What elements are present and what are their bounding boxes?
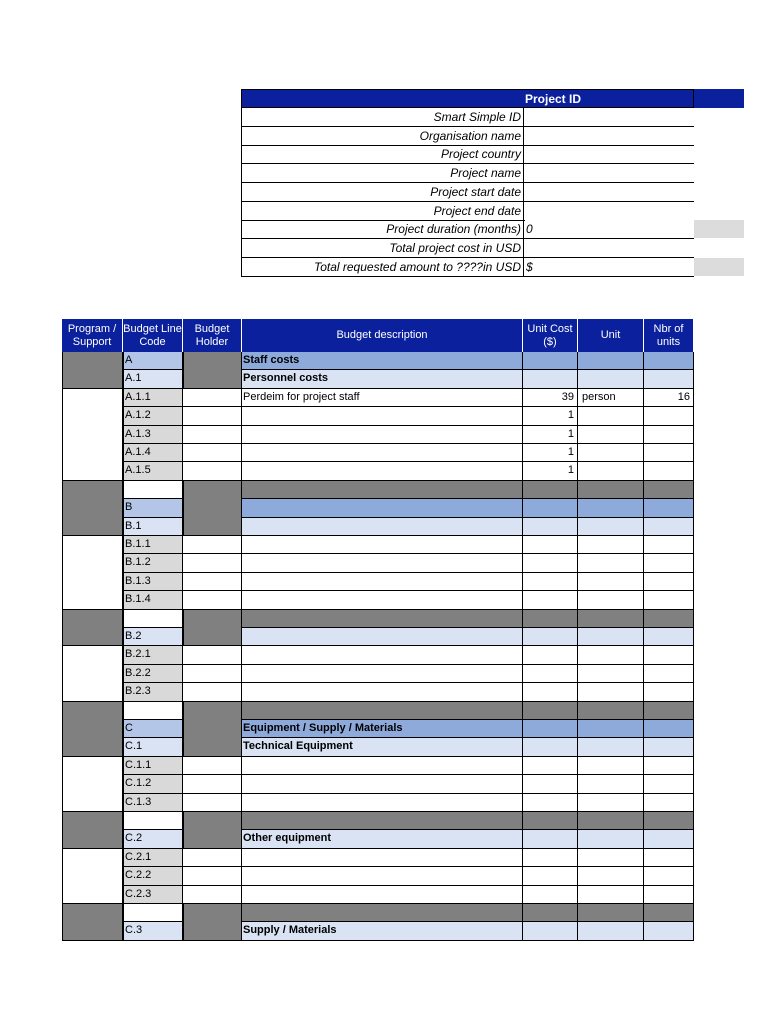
description-cell[interactable] xyxy=(242,573,523,591)
line-code-cell[interactable]: B.2.1 xyxy=(123,646,183,664)
nbr-units-cell[interactable] xyxy=(644,738,694,756)
description-cell[interactable] xyxy=(242,499,523,517)
line-code-cell[interactable]: C.1.1 xyxy=(123,757,183,775)
line-code-cell[interactable] xyxy=(123,481,183,499)
line-code-cell[interactable]: A.1.3 xyxy=(123,426,183,444)
unit-cost-cell[interactable] xyxy=(523,849,578,867)
unit-cell[interactable] xyxy=(578,665,644,683)
nbr-units-cell[interactable] xyxy=(644,665,694,683)
unit-cost-cell[interactable] xyxy=(523,794,578,812)
description-cell[interactable] xyxy=(242,628,523,646)
program-merged-cell[interactable] xyxy=(62,849,123,904)
budget-row xyxy=(62,830,694,848)
unit-cell[interactable] xyxy=(578,518,644,536)
project-id-header xyxy=(241,89,694,108)
budget-row xyxy=(62,665,694,683)
program-merged-cell[interactable] xyxy=(62,702,123,757)
unit-cost-cell[interactable]: 1 xyxy=(523,444,578,462)
unit-cost-cell[interactable] xyxy=(523,665,578,683)
project-info-value[interactable] xyxy=(525,202,695,220)
line-code-cell[interactable]: C.2 xyxy=(123,830,183,848)
budget-row xyxy=(62,591,694,609)
description-cell[interactable] xyxy=(242,665,523,683)
line-code-cell[interactable]: C.3 xyxy=(123,922,183,940)
holder-cell[interactable] xyxy=(183,849,242,867)
budget-row xyxy=(62,849,694,867)
grey-fill-extension xyxy=(694,220,744,238)
description-cell[interactable]: Supply / Materials xyxy=(242,922,523,940)
project-info-label: Project name xyxy=(241,164,524,182)
line-code-cell[interactable]: A.1 xyxy=(123,370,183,388)
line-code-cell[interactable]: B.2 xyxy=(123,628,183,646)
project-info-value[interactable] xyxy=(525,127,695,145)
nbr-units-cell[interactable] xyxy=(644,720,694,738)
holder-cell[interactable] xyxy=(183,573,242,591)
unit-cell[interactable] xyxy=(578,830,644,848)
description-cell[interactable] xyxy=(242,683,523,701)
budget-row xyxy=(62,720,694,738)
unit-cost-cell[interactable] xyxy=(523,646,578,664)
nbr-units-cell[interactable] xyxy=(644,573,694,591)
nbr-units-cell[interactable] xyxy=(644,407,694,425)
project-info-value[interactable] xyxy=(525,239,695,257)
header-budget-line-code: Budget Line Code xyxy=(123,319,183,352)
unit-cost-cell[interactable]: 1 xyxy=(523,426,578,444)
description-cell[interactable] xyxy=(242,536,523,554)
project-info-row xyxy=(241,202,694,221)
unit-cell[interactable] xyxy=(578,757,644,775)
line-code-cell[interactable]: B.1.1 xyxy=(123,536,183,554)
unit-cell[interactable] xyxy=(578,426,644,444)
nbr-units-cell[interactable] xyxy=(644,536,694,554)
holder-cell[interactable] xyxy=(183,775,242,793)
holder-cell[interactable] xyxy=(183,886,242,904)
description-cell[interactable] xyxy=(242,518,523,536)
holder-merged-cell[interactable] xyxy=(183,702,242,757)
description-cell[interactable]: Technical Equipment xyxy=(242,738,523,756)
program-merged-cell[interactable] xyxy=(62,536,123,610)
nbr-units-cell[interactable] xyxy=(644,812,694,830)
budget-row xyxy=(62,462,694,480)
program-merged-cell[interactable] xyxy=(62,389,123,481)
unit-cost-cell[interactable] xyxy=(523,536,578,554)
holder-merged-cell[interactable] xyxy=(183,610,242,647)
unit-cell[interactable] xyxy=(578,407,644,425)
description-cell[interactable] xyxy=(242,794,523,812)
project-info-value[interactable]: 0 xyxy=(525,220,695,238)
program-merged-cell[interactable] xyxy=(62,812,123,849)
line-code-cell[interactable]: C xyxy=(123,720,183,738)
nbr-units-cell[interactable] xyxy=(644,757,694,775)
unit-cost-cell[interactable] xyxy=(523,886,578,904)
line-code-cell[interactable] xyxy=(123,812,183,830)
unit-cost-cell[interactable]: 1 xyxy=(523,407,578,425)
budget-row xyxy=(62,683,694,701)
line-code-cell[interactable] xyxy=(123,904,183,922)
budget-row xyxy=(62,757,694,775)
line-code-cell[interactable]: B.1.4 xyxy=(123,591,183,609)
unit-cell[interactable] xyxy=(578,591,644,609)
nbr-units-cell[interactable] xyxy=(644,886,694,904)
project-info-label: Organisation name xyxy=(241,127,524,145)
nbr-units-cell[interactable] xyxy=(644,518,694,536)
header-budget-holder: Budget Holder xyxy=(183,319,242,352)
unit-cost-cell[interactable] xyxy=(523,830,578,848)
nbr-units-cell[interactable] xyxy=(644,922,694,940)
holder-cell[interactable] xyxy=(183,683,242,701)
budget-row xyxy=(62,702,694,720)
nbr-units-cell[interactable] xyxy=(644,610,694,628)
unit-cell[interactable] xyxy=(578,444,644,462)
unit-cost-cell[interactable] xyxy=(523,922,578,940)
line-code-cell[interactable] xyxy=(123,610,183,628)
unit-cost-cell[interactable] xyxy=(523,610,578,628)
line-code-cell[interactable]: B.2.3 xyxy=(123,683,183,701)
unit-cell[interactable] xyxy=(578,481,644,499)
project-info-label: Project country xyxy=(241,145,524,163)
description-cell[interactable]: Staff costs xyxy=(242,352,523,370)
project-info-row xyxy=(241,220,694,239)
line-code-cell[interactable]: A.1.5 xyxy=(123,462,183,480)
description-cell[interactable] xyxy=(242,904,523,922)
budget-row xyxy=(62,738,694,756)
budget-row xyxy=(62,904,694,922)
line-code-cell[interactable]: B.2.2 xyxy=(123,665,183,683)
budget-row xyxy=(62,886,694,904)
holder-merged-cell[interactable] xyxy=(183,904,242,941)
unit-cell[interactable] xyxy=(578,886,644,904)
budget-row xyxy=(62,628,694,646)
unit-cell[interactable] xyxy=(578,849,644,867)
line-code-cell[interactable]: B.1 xyxy=(123,518,183,536)
project-info-value[interactable]: $ xyxy=(525,258,695,276)
unit-cell[interactable] xyxy=(578,573,644,591)
description-cell[interactable] xyxy=(242,849,523,867)
program-merged-cell[interactable] xyxy=(62,610,123,647)
project-info-row xyxy=(241,145,694,164)
nbr-units-cell[interactable] xyxy=(644,830,694,848)
nbr-units-cell[interactable] xyxy=(644,591,694,609)
unit-cost-cell[interactable] xyxy=(523,499,578,517)
holder-cell[interactable] xyxy=(183,665,242,683)
project-info-label: Total requested amount to ????in USD xyxy=(241,258,524,276)
project-info-row xyxy=(241,164,694,183)
program-merged-cell[interactable] xyxy=(62,481,123,536)
line-code-cell[interactable]: C.1.2 xyxy=(123,775,183,793)
unit-cost-cell[interactable] xyxy=(523,628,578,646)
nbr-units-cell[interactable]: 16 xyxy=(644,389,694,407)
budget-row xyxy=(62,794,694,812)
line-code-cell[interactable]: C.1 xyxy=(123,738,183,756)
budget-row xyxy=(62,444,694,462)
project-id-header-extension xyxy=(694,89,744,108)
project-info-label: Project start date xyxy=(241,183,524,201)
description-cell[interactable]: Personnel costs xyxy=(242,370,523,388)
holder-cell[interactable] xyxy=(183,591,242,609)
description-cell[interactable] xyxy=(242,444,523,462)
budget-row xyxy=(62,426,694,444)
project-info-value[interactable] xyxy=(525,108,695,126)
holder-cell[interactable] xyxy=(183,794,242,812)
line-code-cell[interactable]: A.1.1 xyxy=(123,389,183,407)
budget-row xyxy=(62,812,694,830)
description-cell[interactable] xyxy=(242,481,523,499)
nbr-units-cell[interactable] xyxy=(644,794,694,812)
line-code-cell[interactable]: B xyxy=(123,499,183,517)
nbr-units-cell[interactable] xyxy=(644,904,694,922)
description-cell[interactable]: Equipment / Supply / Materials xyxy=(242,720,523,738)
line-code-cell[interactable]: B.1.3 xyxy=(123,573,183,591)
unit-cost-cell[interactable]: 1 xyxy=(523,462,578,480)
unit-cell[interactable] xyxy=(578,554,644,572)
unit-cell[interactable] xyxy=(578,702,644,720)
description-cell[interactable] xyxy=(242,757,523,775)
nbr-units-cell[interactable] xyxy=(644,370,694,388)
budget-row xyxy=(62,518,694,536)
nbr-units-cell[interactable] xyxy=(644,683,694,701)
budget-row xyxy=(62,775,694,793)
description-cell[interactable] xyxy=(242,462,523,480)
project-info-value[interactable] xyxy=(525,183,695,201)
unit-cell[interactable] xyxy=(578,683,644,701)
holder-cell[interactable] xyxy=(183,757,242,775)
header-program-support: Program / Support xyxy=(62,319,123,352)
unit-cell[interactable] xyxy=(578,904,644,922)
unit-cell[interactable]: person xyxy=(578,389,644,407)
unit-cost-cell[interactable] xyxy=(523,481,578,499)
budget-row xyxy=(62,499,694,517)
holder-cell[interactable] xyxy=(183,389,242,407)
description-cell[interactable] xyxy=(242,886,523,904)
holder-merged-cell[interactable] xyxy=(183,481,242,536)
unit-cell[interactable] xyxy=(578,720,644,738)
nbr-units-cell[interactable] xyxy=(644,867,694,885)
unit-cell[interactable] xyxy=(578,775,644,793)
budget-row xyxy=(62,610,694,628)
description-cell[interactable] xyxy=(242,426,523,444)
unit-cost-cell[interactable] xyxy=(523,591,578,609)
unit-cost-cell[interactable] xyxy=(523,573,578,591)
description-cell[interactable] xyxy=(242,867,523,885)
project-info-row xyxy=(241,127,694,146)
budget-row xyxy=(62,867,694,885)
line-code-cell[interactable]: A.1.2 xyxy=(123,407,183,425)
unit-cost-cell[interactable] xyxy=(523,738,578,756)
unit-cost-cell[interactable] xyxy=(523,702,578,720)
line-code-cell[interactable]: C.1.3 xyxy=(123,794,183,812)
nbr-units-cell[interactable] xyxy=(644,462,694,480)
header-unit: Unit xyxy=(578,319,644,352)
unit-cell[interactable] xyxy=(578,812,644,830)
unit-cell[interactable] xyxy=(578,536,644,554)
unit-cell[interactable] xyxy=(578,352,644,370)
nbr-units-cell[interactable] xyxy=(644,444,694,462)
unit-cell[interactable] xyxy=(578,738,644,756)
description-cell[interactable] xyxy=(242,554,523,572)
description-cell[interactable]: Perdeim for project staff xyxy=(242,389,523,407)
line-code-cell[interactable]: C.2.3 xyxy=(123,886,183,904)
header-budget-description: Budget description xyxy=(242,319,523,352)
description-cell[interactable] xyxy=(242,407,523,425)
description-cell[interactable] xyxy=(242,610,523,628)
holder-cell[interactable] xyxy=(183,536,242,554)
budget-row xyxy=(62,389,694,407)
project-info-label: Project duration (months) xyxy=(241,220,524,238)
program-merged-cell[interactable] xyxy=(62,646,123,701)
holder-cell[interactable] xyxy=(183,867,242,885)
description-cell[interactable] xyxy=(242,646,523,664)
unit-cost-cell[interactable] xyxy=(523,904,578,922)
budget-row xyxy=(62,352,694,370)
header-unit-cost: Unit Cost ($) xyxy=(523,319,578,352)
budget-row xyxy=(62,922,694,940)
nbr-units-cell[interactable] xyxy=(644,646,694,664)
holder-cell[interactable] xyxy=(183,462,242,480)
unit-cell[interactable] xyxy=(578,610,644,628)
unit-cell[interactable] xyxy=(578,462,644,480)
unit-cell[interactable] xyxy=(578,794,644,812)
budget-row xyxy=(62,407,694,425)
description-cell[interactable] xyxy=(242,702,523,720)
nbr-units-cell[interactable] xyxy=(644,628,694,646)
unit-cost-cell[interactable] xyxy=(523,867,578,885)
unit-cost-cell[interactable] xyxy=(523,812,578,830)
grey-fill-extension xyxy=(694,258,744,276)
project-info-label: Project end date xyxy=(241,202,524,220)
project-info-row xyxy=(241,183,694,202)
holder-cell[interactable] xyxy=(183,646,242,664)
project-info-value[interactable] xyxy=(525,164,695,182)
holder-cell[interactable] xyxy=(183,444,242,462)
project-info-label: Smart Simple ID xyxy=(241,108,524,126)
project-info-value[interactable] xyxy=(525,145,695,163)
program-merged-cell[interactable] xyxy=(62,352,123,389)
description-cell[interactable] xyxy=(242,812,523,830)
budget-row xyxy=(62,536,694,554)
nbr-units-cell[interactable] xyxy=(644,426,694,444)
unit-cost-cell[interactable] xyxy=(523,683,578,701)
unit-cell[interactable] xyxy=(578,922,644,940)
project-info-label: Total project cost in USD xyxy=(241,239,524,257)
unit-cell[interactable] xyxy=(578,646,644,664)
nbr-units-cell[interactable] xyxy=(644,481,694,499)
line-code-cell[interactable] xyxy=(123,702,183,720)
holder-cell[interactable] xyxy=(183,554,242,572)
description-cell[interactable] xyxy=(242,775,523,793)
unit-cost-cell[interactable] xyxy=(523,370,578,388)
line-code-cell[interactable]: A.1.4 xyxy=(123,444,183,462)
line-code-cell[interactable]: C.2.1 xyxy=(123,849,183,867)
unit-cell[interactable] xyxy=(578,499,644,517)
budget-row xyxy=(62,646,694,664)
line-code-cell[interactable]: B.1.2 xyxy=(123,554,183,572)
line-code-cell[interactable]: C.2.2 xyxy=(123,867,183,885)
unit-cost-cell[interactable] xyxy=(523,352,578,370)
unit-cell[interactable] xyxy=(578,628,644,646)
nbr-units-cell[interactable] xyxy=(644,352,694,370)
nbr-units-cell[interactable] xyxy=(644,554,694,572)
unit-cost-cell[interactable] xyxy=(523,775,578,793)
project-info-row xyxy=(241,258,694,277)
unit-cost-cell[interactable] xyxy=(523,720,578,738)
holder-merged-cell[interactable] xyxy=(183,352,242,389)
unit-cell[interactable] xyxy=(578,370,644,388)
holder-merged-cell[interactable] xyxy=(183,812,242,849)
nbr-units-cell[interactable] xyxy=(644,702,694,720)
unit-cell[interactable] xyxy=(578,867,644,885)
description-cell[interactable] xyxy=(242,591,523,609)
project-id-header-label: Project ID xyxy=(525,92,582,106)
budget-row xyxy=(62,370,694,388)
budget-row xyxy=(62,481,694,499)
unit-cost-cell[interactable] xyxy=(523,518,578,536)
budget-row xyxy=(62,573,694,591)
header-nbr-units: Nbr of units xyxy=(644,319,694,352)
nbr-units-cell[interactable] xyxy=(644,849,694,867)
program-merged-cell[interactable] xyxy=(62,757,123,812)
project-info-row xyxy=(241,108,694,127)
holder-cell[interactable] xyxy=(183,426,242,444)
description-cell[interactable]: Other equipment xyxy=(242,830,523,848)
program-merged-cell[interactable] xyxy=(62,904,123,941)
nbr-units-cell[interactable] xyxy=(644,775,694,793)
nbr-units-cell[interactable] xyxy=(644,499,694,517)
unit-cost-cell[interactable] xyxy=(523,757,578,775)
line-code-cell[interactable]: A xyxy=(123,352,183,370)
budget-row xyxy=(62,554,694,572)
unit-cost-cell[interactable]: 39 xyxy=(523,389,578,407)
unit-cost-cell[interactable] xyxy=(523,554,578,572)
project-info-row xyxy=(241,239,694,258)
holder-cell[interactable] xyxy=(183,407,242,425)
